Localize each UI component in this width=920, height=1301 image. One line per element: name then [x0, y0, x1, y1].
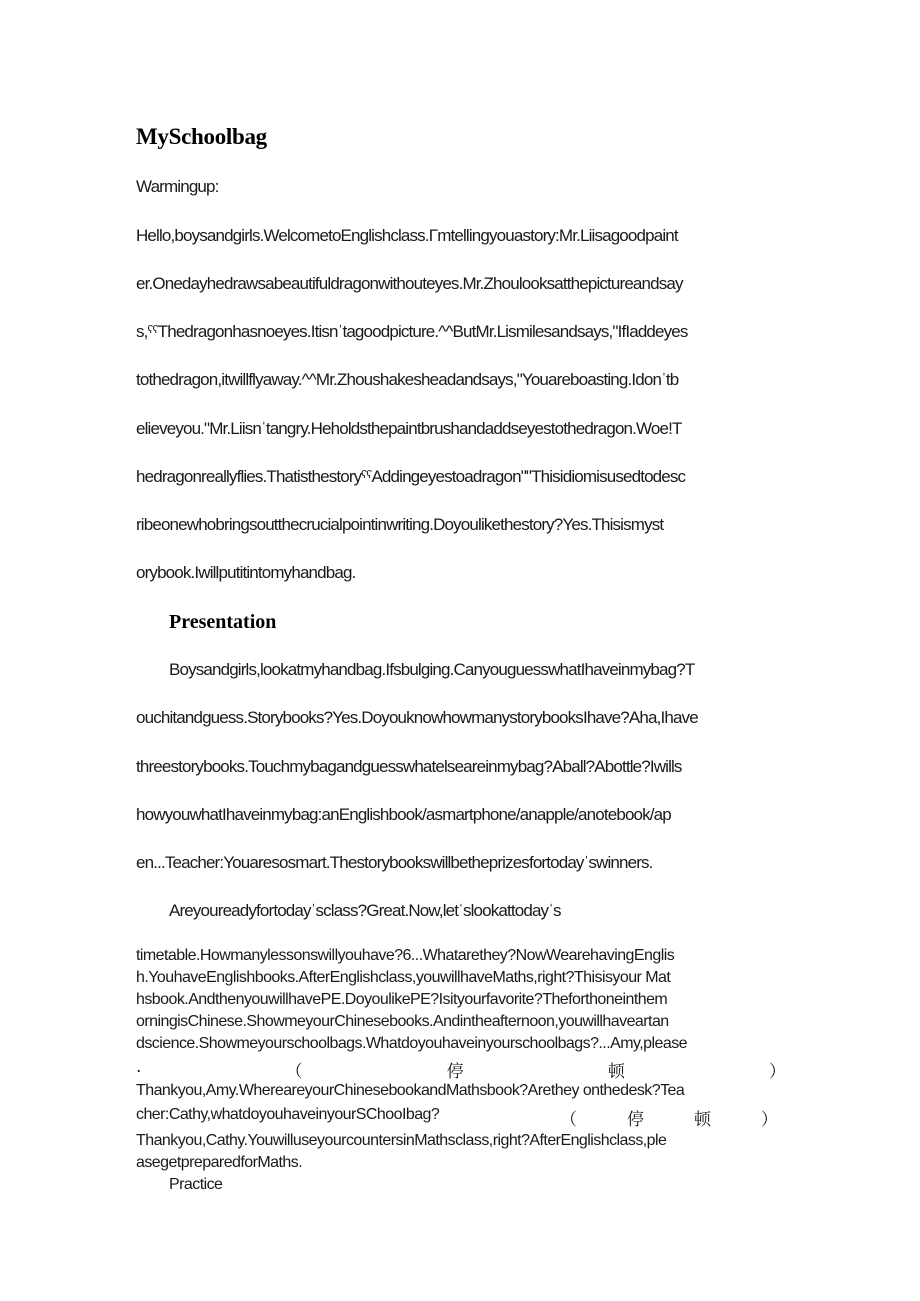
pause-close-paren: ） [761, 1110, 778, 1130]
pause-marker [560, 1105, 778, 1130]
pause-char: 顿 [694, 1110, 711, 1130]
paragraph-line: asegetpreparedforMaths. [136, 1154, 303, 1171]
paragraph-line: en...Teacher:Youaresosmart.Thestorybookswillbetheprizesfortodayˈswinners. [136, 853, 653, 872]
paragraph-line: hedragonreallyflies.ThatisthestoryˁˁAddingeyestoadragonʺʺThisidiomisusedtodesc [136, 467, 686, 486]
paragraph-line: orningisChinese.ShowmeyourChinesebooks.Andintheafternoon,youwillhaveartan [136, 1013, 669, 1030]
practice-label: Practice [169, 1176, 223, 1193]
paragraph-line: elieveyou."Mr.Liisnˈtangry.Heholdsthepaintbrushandaddseyestothedragon.Woe!T [136, 419, 682, 438]
paragraph-line: Hello,boysandgirls.WelcometoEnglishclass.Γmtellingyouastory:Mr.Liisagoodpaint [136, 226, 678, 245]
paragraph-line: er.Onedayhedrawsabeautifuldragonwithouteyes.Mr.Zhoulooksatthepictureandsay [136, 274, 683, 293]
paragraph-line: threestorybooks.Touchmybagandguesswhatelseareinmybag?Aball?Abottle?Iwills [136, 757, 682, 776]
warming-label: Warmingup: [136, 177, 219, 196]
paragraph-line: timetable.Howmanylessonswillyouhave?6...Whatarethey?NowWearehavingEnglis [136, 947, 675, 964]
pause-char: 顿 [607, 1062, 625, 1082]
presentation-heading: Presentation [169, 611, 277, 633]
paragraph-line: s,ˁˁThedragonhasnoeyes.Itisnˈtagoodpicture.^^ButMr.Lismilesandsays,"IfIaddeyes [136, 322, 688, 341]
paragraph-line: hsbook.AndthenyouwillhavePE.DoyoulikePE?Isityourfavorite?Theforthoneinthem [136, 991, 668, 1008]
paragraph-line: Boysandgirls,lookatmyhandbag.Ifsbulging.CanyouguesswhatIhaveinmybag?T [169, 660, 695, 679]
pause-open-paren: （ [560, 1110, 577, 1130]
paragraph-line: howyouwhatIhaveinmybag:anEnglishbook/asmartphone/anapple/anotebook/ap [136, 805, 671, 824]
paragraph-line: dscience.Showmeyourschoolbags.Whatdoyouhaveinyourschoolbags?...Amy,please [136, 1035, 688, 1052]
paragraph-line: Thankyou,Cathy.YouwilluseyourcountersinMathsclass,right?AfterEnglishclass,ple [136, 1132, 667, 1149]
paragraph-line: Thankyou,Amy.WhereareyourChinesebookandMathsbook?Arethey onthedesk?Tea [136, 1082, 685, 1099]
paragraph-line: Areyoureadyfortodayˈsclass?Great.Now,letˈslookattodayˈs [169, 901, 561, 920]
pause-char: 停 [627, 1110, 644, 1130]
paragraph-line: cher:Cathy,whatdoyouhaveinyourSChooIbag? [136, 1106, 440, 1123]
paragraph-line: h.YouhaveEnglishbooks.AfterEnglishclass,youwillhaveMaths,right?Thisisyour Mat [136, 969, 671, 986]
pause-char: 停 [446, 1062, 464, 1082]
document-title: MySchoolbag [136, 124, 267, 149]
paragraph-line: tothedragon,itwillflyaway.^^Mr.Zhoushakesheadandsays,"Youareboasting.Idonˈtb [136, 370, 679, 389]
pause-dot: . [136, 1057, 142, 1077]
paragraph-line: ribeonewhobringsoutthecrucialpointinwriting.Doyoulikethestory?Yes.Thisismyst [136, 515, 664, 534]
paragraph-line: orybook.Iwillputitintomyhandbag. [136, 563, 356, 582]
pause-marker [136, 1057, 786, 1082]
paragraph-line: ouchitandguess.Storybooks?Yes.DoyouknowhowmanystorybooksIhave?Aha,Ihave [136, 708, 698, 727]
pause-close-paren: ） [768, 1062, 786, 1082]
pause-open-paren: （ [285, 1062, 303, 1082]
